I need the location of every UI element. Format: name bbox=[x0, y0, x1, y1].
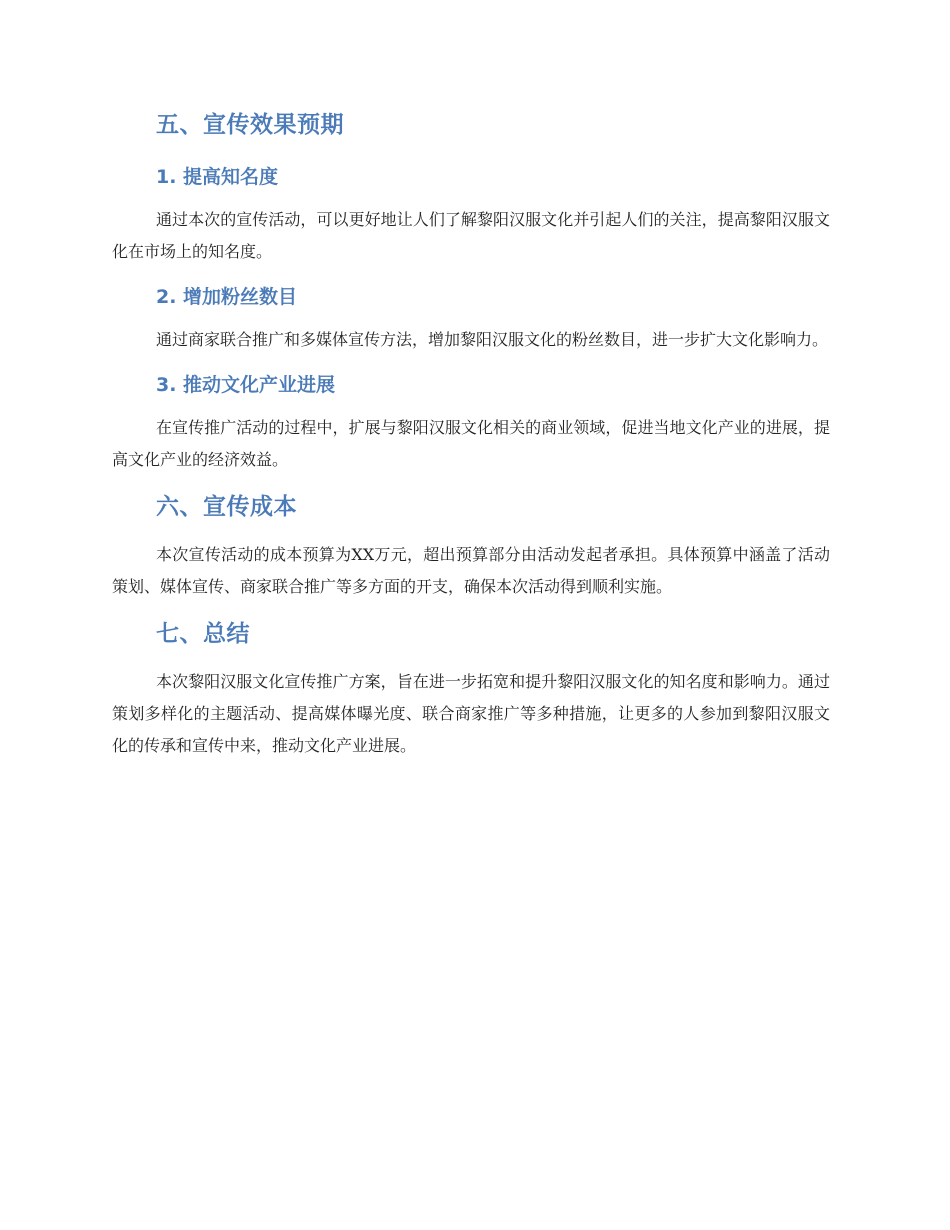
section-7-title: 七、总结 bbox=[156, 621, 250, 647]
subsection-5-3-heading: 3. 推动文化产业进展 bbox=[156, 374, 336, 396]
document-body bbox=[112, 108, 830, 762]
subsection-5-1-paragraph: 通过本次的宣传活动，可以更好地让人们了解黎阳汉服文化并引起人们的关注，提高黎阳汉服文化在市场上的知名度。 bbox=[112, 210, 830, 261]
section-5-title: 五、宣传效果预期 bbox=[156, 112, 344, 138]
section-7-paragraph: 本次黎阳汉服文化宣传推广方案，旨在进一步拓宽和提升黎阳汉服文化的知名度和影响力。通过策划多样化的主题活动、提高媒体曝光度、联合商家推广等多种措施，让更多的人参加到黎阳汉服文化的传承和宣传中来，推动文化产业进展。 bbox=[112, 672, 830, 755]
subsection-5-3-paragraph: 在宣传推广活动的过程中，扩展与黎阳汉服文化相关的商业领域，促进当地文化产业的进展，提高文化产业的经济效益。 bbox=[112, 418, 830, 469]
section-6-paragraph: 本次宣传活动的成本预算为XX万元，超出预算部分由活动发起者承担。具体预算中涵盖了活动策划、媒体宣传、商家联合推广等多方面的开支，确保本次活动得到顺利实施。 bbox=[112, 545, 830, 596]
section-6-title: 六、宣传成本 bbox=[156, 494, 297, 520]
subsection-5-2-heading: 2. 增加粉丝数目 bbox=[156, 286, 298, 308]
subsection-5-1-heading: 1. 提高知名度 bbox=[156, 166, 279, 188]
subsection-5-2-paragraph: 通过商家联合推广和多媒体宣传方法，增加黎阳汉服文化的粉丝数目，进一步扩大文化影响力。 bbox=[156, 330, 829, 349]
